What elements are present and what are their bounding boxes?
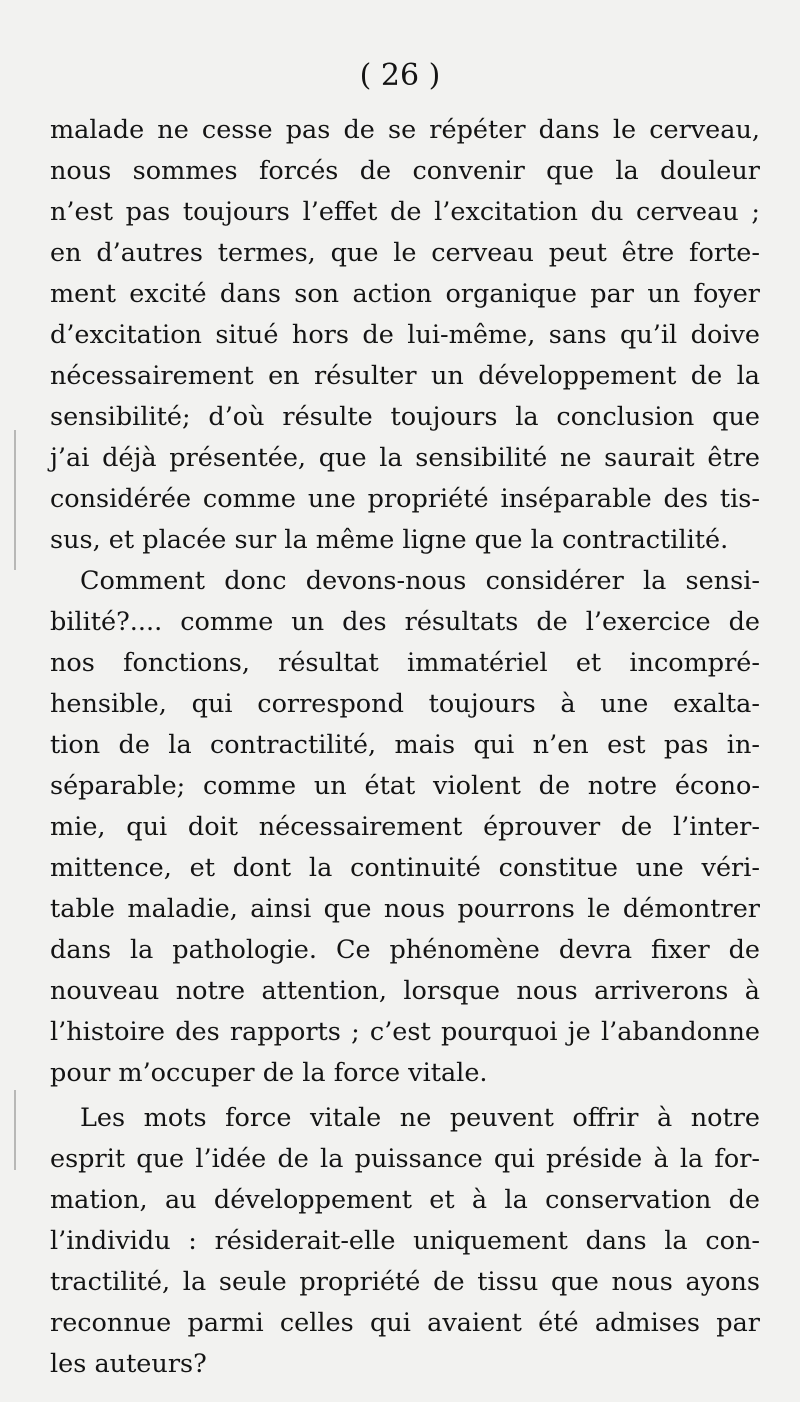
page-number: ( 26 ) bbox=[359, 58, 441, 93]
text-line: l’histoire des rapports ; c’est pourquoi je l’abandonne bbox=[50, 1017, 760, 1047]
text-line: nouveau notre attention, lorsque nous arriverons à bbox=[50, 976, 760, 1006]
text-line: d’excitation situé hors de lui-même, sans qu’il doive bbox=[50, 320, 760, 350]
text-line: bilité?.... comme un des résultats de l’exercice de bbox=[50, 607, 760, 637]
text-line: dans la pathologie. Ce phénomène devra fixer de bbox=[50, 935, 760, 965]
text-line: j’ai déjà présentée, que la sensibilité ne saurait être bbox=[50, 443, 760, 473]
text-line: hensible, qui correspond toujours à une exalta- bbox=[50, 689, 760, 719]
text-line: les auteurs? bbox=[50, 1349, 207, 1379]
page-edge-shadow bbox=[14, 430, 16, 570]
text-line: l’individu : résiderait-elle uniquement dans la con- bbox=[50, 1226, 760, 1256]
text-line: sus, et placée sur la même ligne que la contractilité. bbox=[50, 525, 729, 555]
text-line: mation, au développement et à la conservation de bbox=[50, 1185, 760, 1215]
text-line: considérée comme une propriété inséparable des tis- bbox=[50, 484, 760, 514]
text-line: en d’autres termes, que le cerveau peut être forte- bbox=[50, 238, 760, 268]
text-line: table maladie, ainsi que nous pourrons le démontrer bbox=[50, 894, 760, 924]
text-line: séparable; comme un état violent de notre écono- bbox=[50, 771, 760, 801]
text-line: nous sommes forcés de convenir que la douleur bbox=[50, 156, 760, 186]
paragraph bbox=[50, 110, 760, 561]
text-line: mie, qui doit nécessairement éprouver de l’inter- bbox=[50, 812, 760, 842]
text-line: reconnue parmi celles qui avaient été admises par bbox=[50, 1308, 760, 1338]
text-line: tion de la contractilité, mais qui n’en est pas in- bbox=[50, 730, 760, 760]
paragraph bbox=[50, 1098, 760, 1385]
text-line: malade ne cesse pas de se répéter dans le cerveau, bbox=[50, 115, 760, 145]
text-line: n’est pas toujours l’effet de l’excitation du cerveau ; bbox=[50, 197, 760, 227]
text-line: sensibilité; d’où résulte toujours la conclusion que bbox=[50, 402, 760, 432]
text-line: Comment donc devons-nous considérer la sensi- bbox=[80, 566, 760, 596]
text-line: nécessairement en résulter un développement de la bbox=[50, 361, 760, 391]
body-text bbox=[50, 110, 760, 1385]
text-line: Les mots force vitale ne peuvent offrir à notre bbox=[80, 1103, 760, 1133]
text-line: nos fonctions, résultat immatériel et incompré- bbox=[50, 648, 760, 678]
paragraph bbox=[50, 561, 760, 1094]
page-edge-shadow bbox=[14, 1090, 16, 1170]
text-line: esprit que l’idée de la puissance qui préside à la for- bbox=[50, 1144, 760, 1174]
text-line: pour m’occuper de la force vitale. bbox=[50, 1058, 488, 1088]
text-line: tractilité, la seule propriété de tissu que nous ayons bbox=[50, 1267, 760, 1297]
text-line: mittence, et dont la continuité constitue une véri- bbox=[50, 853, 760, 883]
text-line: ment excité dans son action organique par un foyer bbox=[50, 279, 760, 309]
